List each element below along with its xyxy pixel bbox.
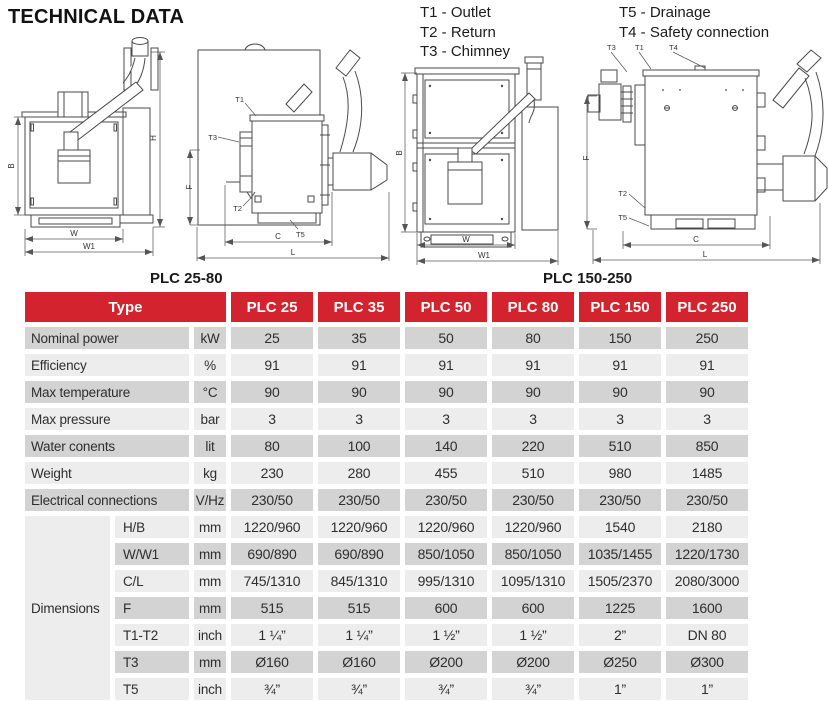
header-col-plc150: PLC 150 bbox=[579, 292, 661, 322]
row-value: 230/50 bbox=[579, 489, 661, 511]
header-col-plc35: PLC 35 bbox=[318, 292, 400, 322]
row-value: 91 bbox=[666, 354, 748, 376]
row-value: 690/890 bbox=[231, 543, 313, 565]
table-row bbox=[25, 381, 748, 403]
row-value: 995/1310 bbox=[405, 570, 487, 592]
row-value: 230/50 bbox=[318, 489, 400, 511]
row-value: ¾” bbox=[405, 678, 487, 700]
row-value: 1540 bbox=[579, 516, 661, 538]
row-value: 845/1310 bbox=[318, 570, 400, 592]
row-value: 50 bbox=[405, 327, 487, 349]
row-value: 2180 bbox=[666, 516, 748, 538]
row-value: 230/50 bbox=[405, 489, 487, 511]
diagram-plc25-80-side bbox=[186, 30, 398, 270]
row-label: Electrical connections bbox=[25, 489, 189, 511]
row-unit: mm bbox=[194, 543, 226, 565]
row-value: 3 bbox=[666, 408, 748, 430]
row-value: 600 bbox=[492, 597, 574, 619]
boiler-body-side-large bbox=[588, 50, 827, 229]
row-value: 230/50 bbox=[492, 489, 574, 511]
row-value: Ø160 bbox=[231, 651, 313, 673]
row-value: 515 bbox=[318, 597, 400, 619]
row-unit: kW bbox=[194, 327, 226, 349]
row-value: 1” bbox=[666, 678, 748, 700]
row-sublabel: F bbox=[115, 597, 189, 619]
row-value: 35 bbox=[318, 327, 400, 349]
row-value: Ø200 bbox=[492, 651, 574, 673]
row-label: Nominal power bbox=[25, 327, 189, 349]
row-value: 980 bbox=[579, 462, 661, 484]
header-col-plc50: PLC 50 bbox=[405, 292, 487, 322]
row-label: Water conents bbox=[25, 435, 189, 457]
dim-label-w1: W1 bbox=[478, 251, 490, 260]
row-sublabel: W/W1 bbox=[115, 543, 189, 565]
caption-plc150-250: PLC 150-250 bbox=[543, 270, 633, 287]
row-label: Max temperature bbox=[25, 381, 189, 403]
table-row bbox=[25, 570, 748, 592]
row-sublabel: C/L bbox=[115, 570, 189, 592]
row-value: 1 ¼” bbox=[231, 624, 313, 646]
header-col-plc80: PLC 80 bbox=[492, 292, 574, 322]
row-value: 80 bbox=[492, 327, 574, 349]
row-value: 90 bbox=[666, 381, 748, 403]
row-value: 250 bbox=[666, 327, 748, 349]
row-unit: lit bbox=[194, 435, 226, 457]
dim-label-f: F bbox=[185, 184, 194, 190]
legend-item: T5 - Drainage bbox=[619, 4, 711, 21]
row-value: 80 bbox=[231, 435, 313, 457]
boiler-body-side bbox=[198, 44, 387, 225]
table-row bbox=[25, 462, 748, 484]
row-value: 230 bbox=[231, 462, 313, 484]
row-value: 1 ¼” bbox=[318, 624, 400, 646]
row-value: 90 bbox=[231, 381, 313, 403]
dim-label-l: L bbox=[290, 248, 296, 257]
row-value: 1220/960 bbox=[405, 516, 487, 538]
row-value: 455 bbox=[405, 462, 487, 484]
row-value: 600 bbox=[405, 597, 487, 619]
row-label: Max pressure bbox=[25, 408, 189, 430]
row-value: 1035/1455 bbox=[579, 543, 661, 565]
legend-ports-right bbox=[619, 3, 769, 42]
row-value: 1220/960 bbox=[231, 516, 313, 538]
row-unit: kg bbox=[194, 462, 226, 484]
row-value: 140 bbox=[405, 435, 487, 457]
legend-item: T2 - Return bbox=[420, 23, 496, 41]
table-row bbox=[25, 489, 748, 511]
row-unit: °C bbox=[194, 381, 226, 403]
row-value: 230/50 bbox=[231, 489, 313, 511]
row-value: 90 bbox=[318, 381, 400, 403]
row-value: 1220/960 bbox=[492, 516, 574, 538]
table-row bbox=[25, 597, 748, 619]
row-value: ¾” bbox=[492, 678, 574, 700]
header-col-plc25: PLC 25 bbox=[231, 292, 313, 322]
row-value: 1 ½” bbox=[492, 624, 574, 646]
row-value: 100 bbox=[318, 435, 400, 457]
dim-label-c: C bbox=[275, 232, 281, 241]
table-row bbox=[25, 651, 748, 673]
row-value: 1 ½” bbox=[405, 624, 487, 646]
row-value: 280 bbox=[318, 462, 400, 484]
row-sublabel: T3 bbox=[115, 651, 189, 673]
port-label-t2: T2 bbox=[618, 189, 627, 198]
row-value: ¾” bbox=[318, 678, 400, 700]
row-value: ¾” bbox=[231, 678, 313, 700]
port-label-t1: T1 bbox=[235, 95, 244, 104]
table-row bbox=[25, 354, 748, 376]
row-value: 1” bbox=[579, 678, 661, 700]
row-value: 3 bbox=[492, 408, 574, 430]
dim-label-h: H bbox=[149, 135, 158, 141]
row-value: Ø300 bbox=[666, 651, 748, 673]
row-value: 1505/2370 bbox=[579, 570, 661, 592]
row-value: 3 bbox=[318, 408, 400, 430]
row-value: 91 bbox=[405, 354, 487, 376]
port-label-t1: T1 bbox=[635, 43, 644, 52]
port-label-t5: T5 bbox=[618, 213, 627, 222]
row-label: Efficiency bbox=[25, 354, 189, 376]
port-label-t2: T2 bbox=[233, 204, 242, 213]
row-value: 91 bbox=[318, 354, 400, 376]
port-label-t3: T3 bbox=[607, 43, 616, 52]
caption-plc25-80: PLC 25-80 bbox=[150, 270, 223, 287]
row-value: 1220/960 bbox=[318, 516, 400, 538]
table-row bbox=[25, 327, 748, 349]
row-sublabel: T1-T2 bbox=[115, 624, 189, 646]
row-value: 150 bbox=[579, 327, 661, 349]
port-label-t4: T4 bbox=[669, 43, 678, 52]
row-value: 3 bbox=[405, 408, 487, 430]
row-value: 850 bbox=[666, 435, 748, 457]
legend-item: T3 - Chimney bbox=[420, 43, 511, 60]
row-value: 1095/1310 bbox=[492, 570, 574, 592]
row-value: 1600 bbox=[666, 597, 748, 619]
row-value: 850/1050 bbox=[492, 543, 574, 565]
diagram-plc25-80-front bbox=[8, 38, 188, 270]
dim-label-l: L bbox=[702, 250, 708, 259]
row-value: Ø250 bbox=[579, 651, 661, 673]
row-value: 1220/1730 bbox=[666, 543, 748, 565]
dim-label-f: F bbox=[582, 155, 591, 161]
row-unit: mm bbox=[194, 651, 226, 673]
row-unit: V/Hz bbox=[194, 489, 226, 511]
port-label-t3: T3 bbox=[208, 133, 217, 142]
legend-item: T1 - Outlet bbox=[420, 4, 491, 21]
row-value: 2” bbox=[579, 624, 661, 646]
row-value: Ø160 bbox=[318, 651, 400, 673]
row-value: Ø200 bbox=[405, 651, 487, 673]
row-label: Weight bbox=[25, 462, 189, 484]
row-sublabel: T5 bbox=[115, 678, 189, 700]
row-unit: mm bbox=[194, 516, 226, 538]
row-value: 25 bbox=[231, 327, 313, 349]
row-value: 1485 bbox=[666, 462, 748, 484]
diagram-plc150-250-side bbox=[583, 38, 828, 270]
dim-label-c: C bbox=[693, 235, 699, 244]
row-value: 2080/3000 bbox=[666, 570, 748, 592]
table-header-row bbox=[25, 292, 748, 322]
row-value: 510 bbox=[492, 462, 574, 484]
row-value: 850/1050 bbox=[405, 543, 487, 565]
legend-item: T4 - Safety connection bbox=[619, 23, 770, 41]
spec-table-body bbox=[25, 327, 748, 700]
row-value: 91 bbox=[492, 354, 574, 376]
row-unit: inch bbox=[194, 678, 226, 700]
boiler-body-front-large bbox=[413, 57, 558, 247]
row-value: 220 bbox=[492, 435, 574, 457]
row-value: 1225 bbox=[579, 597, 661, 619]
spec-table-wrapper bbox=[25, 292, 748, 700]
row-value: 90 bbox=[405, 381, 487, 403]
row-unit: mm bbox=[194, 570, 226, 592]
row-value: 90 bbox=[492, 381, 574, 403]
table-row bbox=[25, 516, 748, 538]
header-col-plc250: PLC 250 bbox=[666, 292, 748, 322]
row-value: DN 80 bbox=[666, 624, 748, 646]
dim-label-w: W bbox=[70, 229, 78, 238]
row-value: 3 bbox=[579, 408, 661, 430]
dimensions-group-label: Dimensions bbox=[25, 516, 110, 700]
dim-label-b: B bbox=[395, 150, 404, 156]
row-unit: bar bbox=[194, 408, 226, 430]
table-row bbox=[25, 435, 748, 457]
spec-table bbox=[20, 287, 753, 701]
row-value: 745/1310 bbox=[231, 570, 313, 592]
dim-label-b: B bbox=[7, 163, 16, 169]
row-value: 91 bbox=[231, 354, 313, 376]
legend-ports-left bbox=[420, 3, 510, 62]
port-label-t5: T5 bbox=[296, 230, 305, 239]
page-title: TECHNICAL DATA bbox=[8, 6, 185, 28]
row-sublabel: H/B bbox=[115, 516, 189, 538]
row-value: 90 bbox=[579, 381, 661, 403]
table-row bbox=[25, 543, 748, 565]
row-value: 230/50 bbox=[666, 489, 748, 511]
diagram-plc150-250-front bbox=[396, 55, 576, 267]
row-value: 3 bbox=[231, 408, 313, 430]
header-type: Type bbox=[25, 292, 226, 322]
table-row bbox=[25, 408, 748, 430]
row-value: 91 bbox=[579, 354, 661, 376]
dim-label-w: W bbox=[462, 235, 470, 244]
boiler-body-front bbox=[22, 38, 158, 228]
table-row bbox=[25, 624, 748, 646]
row-unit: % bbox=[194, 354, 226, 376]
row-unit: mm bbox=[194, 597, 226, 619]
dim-label-w1: W1 bbox=[83, 242, 95, 251]
row-value: 690/890 bbox=[318, 543, 400, 565]
row-value: 515 bbox=[231, 597, 313, 619]
row-value: 510 bbox=[579, 435, 661, 457]
row-unit: inch bbox=[194, 624, 226, 646]
table-row bbox=[25, 678, 748, 700]
